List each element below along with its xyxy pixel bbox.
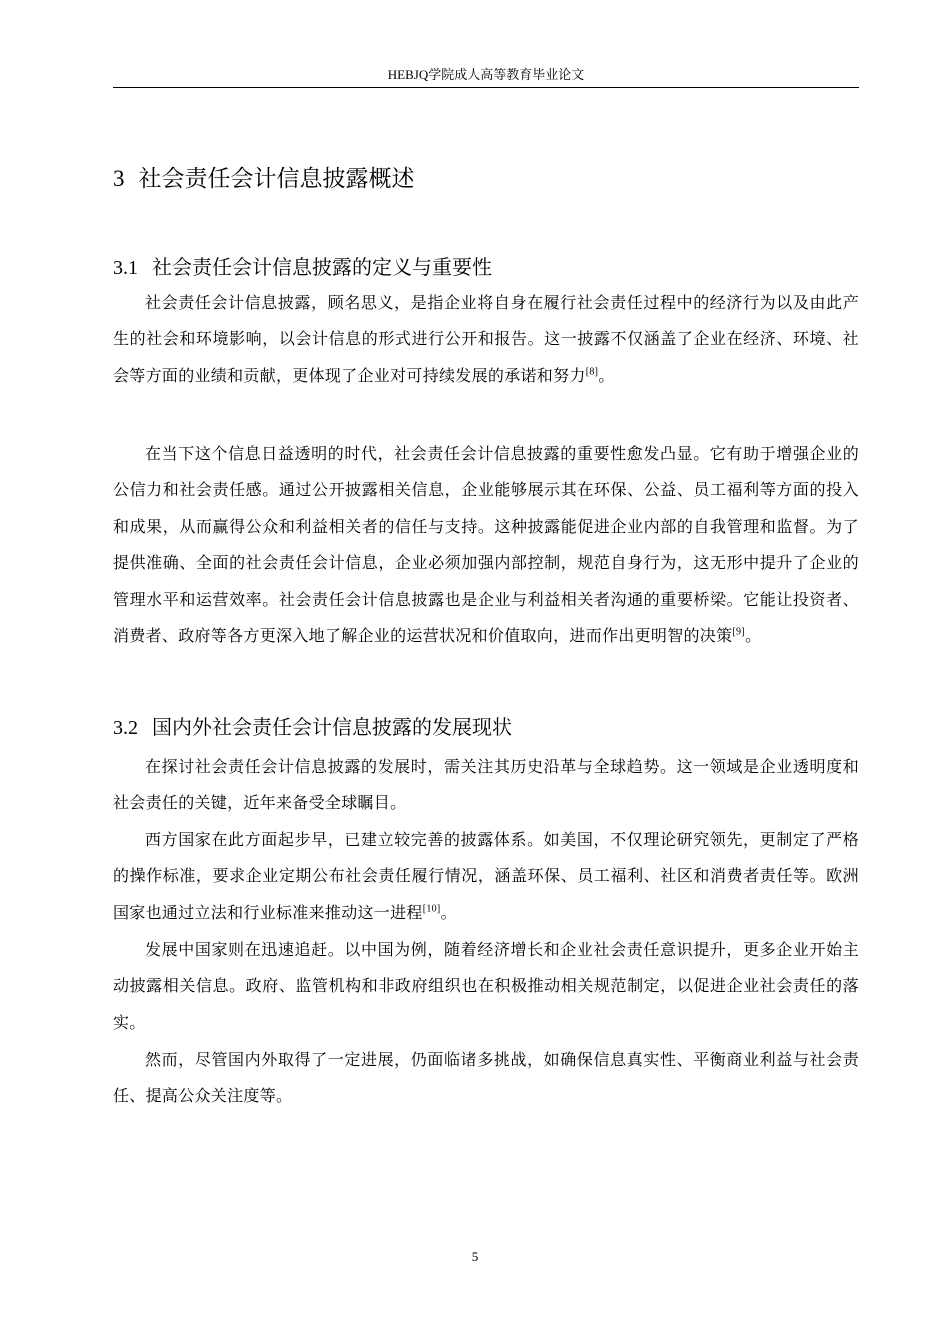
paragraph bbox=[113, 1042, 859, 1115]
citation: [8] bbox=[585, 366, 599, 378]
paragraph bbox=[113, 436, 859, 654]
section-heading bbox=[113, 711, 512, 740]
paragraph-text: 然而，尽管国内外取得了一定进展，仍面临诸多挑战，如确保信息真实性、平衡商业利益与社会责任、提高公众关注度等。 bbox=[113, 1050, 859, 1106]
citation: [10] bbox=[422, 903, 441, 915]
chapter-number: 3 bbox=[113, 166, 125, 191]
paragraph bbox=[113, 285, 859, 394]
paragraph-text: 在当下这个信息日益透明的时代，社会责任会计信息披露的重要性愈发凸显。它有助于增强企业的公信力和社会责任感。通过公开披露相关信息，企业能够展示其在环保、公益、员工福利等方面的投入和成果，从而赢得公众和利益相关者的信任与支持。这种披露能促进企业内部的自我管理和监督。为了提供准确、全面的社会责任会计信息，企业必须加强内部控制，规范自身行为，这无形中提升了企业的管理水平和运营效率。社会责任会计信息披露也是企业与利益相关者沟通的重要桥梁。它能让投资者、消费者、政府等各方更深入地了解企业的运营状况和价值取向，进而作出更明智的决策 bbox=[113, 444, 859, 646]
chapter-heading bbox=[113, 160, 415, 193]
section-title: 社会责任会计信息披露的定义与重要性 bbox=[152, 255, 492, 279]
section-number: 3.2 bbox=[113, 717, 138, 739]
paragraph-tail: 。 bbox=[744, 626, 762, 646]
page-number: 5 bbox=[471, 1249, 479, 1264]
paragraph bbox=[113, 749, 859, 822]
header-divider bbox=[113, 87, 859, 88]
citation: [9] bbox=[732, 626, 745, 638]
paragraph-text: 社会责任会计信息披露，顾名思义，是指企业将自身在履行社会责任过程中的经济行为以及由此产生的社会和环境影响，以会计信息的形式进行公开和报告。这一披露不仅涵盖了企业在经济、环境、社会等方面的业绩和贡献，更体现了企业对可持续发展的承诺和努力 bbox=[113, 293, 859, 385]
section-title: 国内外社会责任会计信息披露的发展现状 bbox=[152, 715, 512, 739]
paragraph bbox=[113, 932, 859, 1041]
paragraph bbox=[113, 822, 859, 931]
paragraph-tail: 。 bbox=[440, 902, 457, 922]
paragraph-text: 在探讨社会责任会计信息披露的发展时，需关注其历史沿革与全球趋势。这一领域是企业透明度和社会责任的关键，近年来备受全球瞩目。 bbox=[113, 757, 859, 813]
page-header: HEBJQ学院成人高等教育毕业论文 bbox=[387, 67, 585, 82]
chapter-title: 社会责任会计信息披露概述 bbox=[138, 166, 415, 192]
paragraph-text: 发展中国家则在迅速追赶。以中国为例，随着经济增长和企业社会责任意识提升，更多企业开始主动披露相关信息。政府、监管机构和非政府组织也在积极推动相关规范制定，以促进企业社会责任的落实。 bbox=[113, 940, 859, 1032]
paragraph-tail: 。 bbox=[598, 365, 615, 385]
section-heading bbox=[113, 251, 492, 280]
section-number: 3.1 bbox=[113, 257, 138, 279]
paragraph-text: 西方国家在此方面起步早，已建立较完善的披露体系。如美国，不仅理论研究领先，更制定了严格的操作标准，要求企业定期公布社会责任履行情况，涵盖环保、员工福利、社区和消费者责任等。欧洲国家也通过立法和行业标准来推动这一进程 bbox=[113, 830, 859, 922]
